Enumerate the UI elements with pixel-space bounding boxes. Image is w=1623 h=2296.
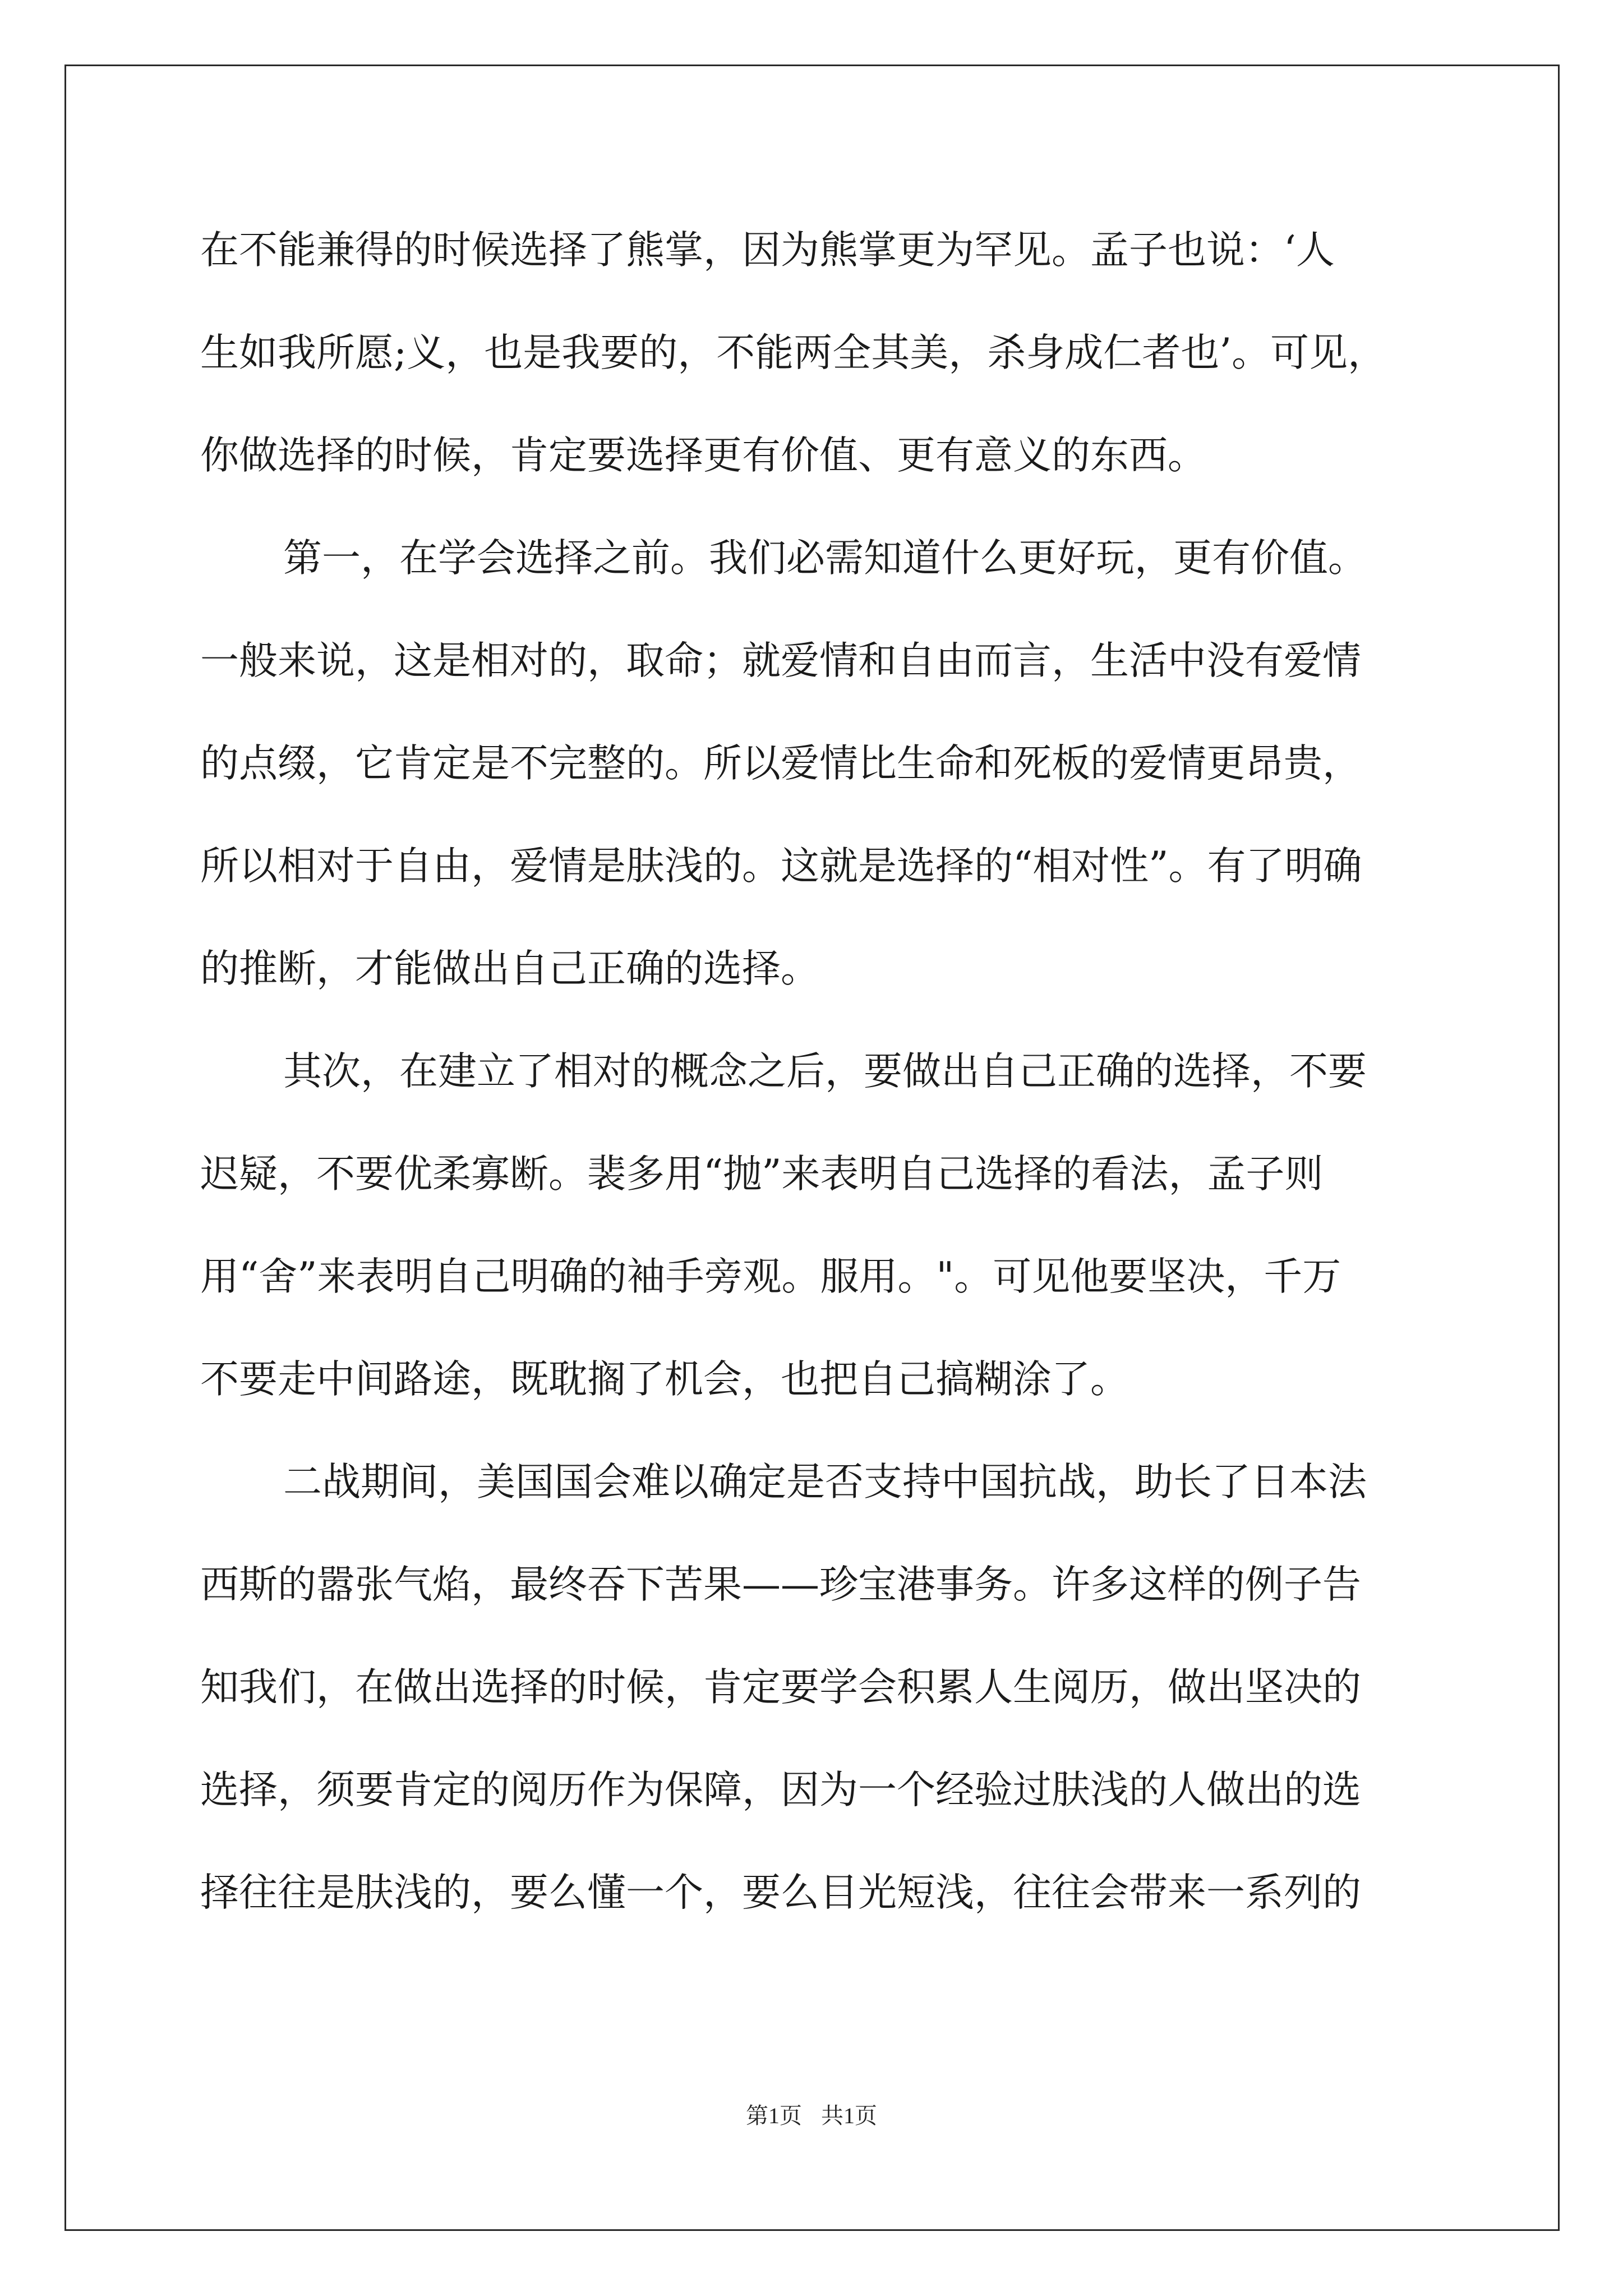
text-line-12: 不要走中间路途，既耽搁了机会，也把自己搞糊涂了。 xyxy=(200,1357,1129,1402)
page-number-total: 共1页 xyxy=(821,2103,877,2128)
text-line-2: 生如我所愿;义，也是我要的，不能两全其美，杀身成仁者也’。可见， xyxy=(200,330,1387,375)
text-line-8: 的推断，才能做出自己正确的选择。 xyxy=(200,946,819,991)
text-line-7: 所以相对于自由，爱情是肤浅的。这就是选择的“相对性”。有了明确 xyxy=(200,844,1362,889)
text-line-15: 知我们，在做出选择的时候，肯定要学会积累人生阅历，做出坚决的 xyxy=(200,1665,1361,1710)
document-body xyxy=(200,199,1426,1944)
text-line-11: 用“舍”来表明自己明确的袖手旁观。服用。"。可见他要坚决，千万 xyxy=(200,1254,1341,1299)
page-footer xyxy=(0,2098,1623,2130)
text-line-6: 的点缀，它肯定是不完整的。所以爱情比生命和死板的爱情更昂贵， xyxy=(200,741,1361,786)
paragraph-first-line: 其次，在建立了相对的概念之后，要做出自己正确的选择，不要 xyxy=(283,1049,1367,1094)
page-number-current: 第1页 xyxy=(746,2103,802,2128)
text-line-16: 选择，须要肯定的阅历作为保障，因为一个经验过肤浅的人做出的选 xyxy=(200,1768,1361,1812)
text-line-14: 西斯的嚣张气焰，最终吞下苦果——珍宝港事务。许多这样的例子告 xyxy=(200,1562,1361,1607)
text-line-17: 择往往是肤浅的，要么懂一个，要么目光短浅，往往会带来一系列的 xyxy=(200,1870,1361,1915)
text-line-3: 你做选择的时候，肯定要选择更有价值、更有意义的东西。 xyxy=(200,433,1206,478)
paragraph-first-line: 第一，在学会选择之前。我们必需知道什么更好玩，更有价值。 xyxy=(283,536,1367,581)
paragraph-first-line: 二战期间，美国国会难以确定是否支持中国抗战，助长了日本法 xyxy=(283,1460,1367,1504)
text-line-5: 一般来说，这是相对的，取命；就爱情和自由而言，生活中没有爱情 xyxy=(200,638,1361,683)
text-line-1: 在不能兼得的时候选择了熊掌，因为熊掌更为罕见。孟子也说：‘人 xyxy=(200,228,1335,273)
text-line-10: 迟疑，不要优柔寡断。裴多用“抛”来表明自己选择的看法，孟子则 xyxy=(200,1152,1324,1197)
